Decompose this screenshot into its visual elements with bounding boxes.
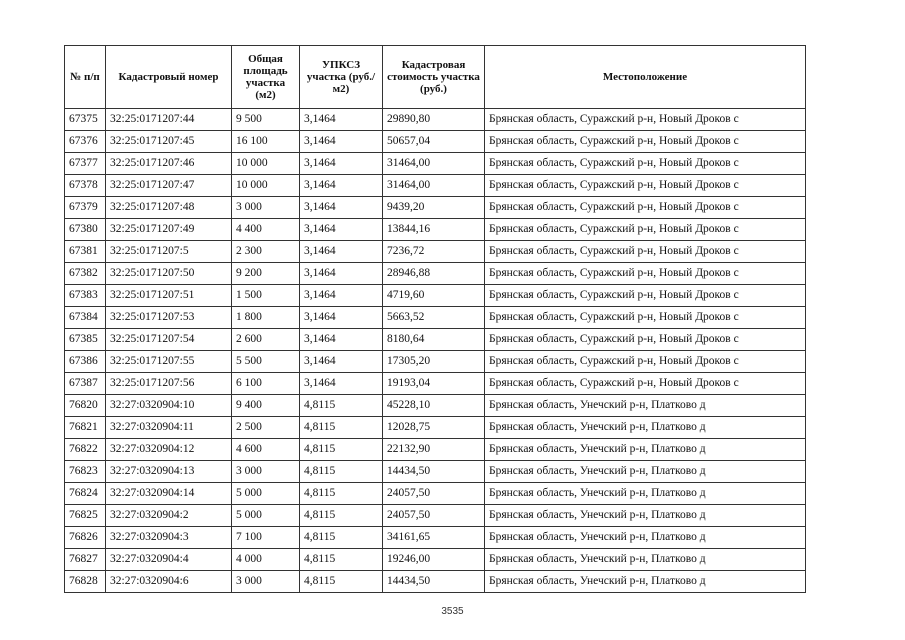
cell-upksz: 4,8115	[300, 417, 383, 439]
cell-cadastral-value: 12028,75	[383, 417, 485, 439]
cell-area: 2 500	[232, 417, 300, 439]
cell-area: 10 000	[232, 153, 300, 175]
cell-location: Брянская область, Суражский р-н, Новый Дроков с	[485, 131, 806, 153]
cell-cadastral-value: 5663,52	[383, 307, 485, 329]
table-row	[65, 307, 806, 329]
cell-cadastral-value: 13844,16	[383, 219, 485, 241]
cell-cadastral-value: 31464,00	[383, 153, 485, 175]
table-row	[65, 219, 806, 241]
header-area: Общая площадь участка (м2)	[232, 46, 300, 109]
cell-row-number: 67379	[65, 197, 106, 219]
cell-location: Брянская область, Суражский р-н, Новый Дроков с	[485, 329, 806, 351]
cell-row-number: 67384	[65, 307, 106, 329]
cell-cadastral-value: 50657,04	[383, 131, 485, 153]
cell-area: 4 000	[232, 549, 300, 571]
cell-location: Брянская область, Суражский р-н, Новый Дроков с	[485, 351, 806, 373]
table-header-row	[65, 46, 806, 109]
cell-row-number: 67382	[65, 263, 106, 285]
cell-upksz: 4,8115	[300, 571, 383, 593]
cell-location: Брянская область, Суражский р-н, Новый Дроков с	[485, 373, 806, 395]
cell-row-number: 67385	[65, 329, 106, 351]
cell-upksz: 3,1464	[300, 351, 383, 373]
cell-area: 3 000	[232, 461, 300, 483]
cell-area: 9 400	[232, 395, 300, 417]
cell-cadastral-number: 32:25:0171207:48	[106, 197, 232, 219]
table-body	[65, 109, 806, 593]
table-row	[65, 549, 806, 571]
cell-cadastral-value: 45228,10	[383, 395, 485, 417]
cell-location: Брянская область, Суражский р-н, Новый Дроков с	[485, 241, 806, 263]
cell-area: 5 500	[232, 351, 300, 373]
cell-row-number: 67376	[65, 131, 106, 153]
cell-cadastral-value: 24057,50	[383, 505, 485, 527]
cell-upksz: 4,8115	[300, 461, 383, 483]
cell-area: 4 400	[232, 219, 300, 241]
cell-area: 6 100	[232, 373, 300, 395]
cell-row-number: 67381	[65, 241, 106, 263]
cell-upksz: 4,8115	[300, 439, 383, 461]
header-number: № п/п	[65, 46, 106, 109]
cell-row-number: 76821	[65, 417, 106, 439]
table-row	[65, 417, 806, 439]
cell-location: Брянская область, Суражский р-н, Новый Дроков с	[485, 307, 806, 329]
cell-location: Брянская область, Суражский р-н, Новый Дроков с	[485, 109, 806, 131]
cell-upksz: 4,8115	[300, 483, 383, 505]
cell-cadastral-number: 32:25:0171207:44	[106, 109, 232, 131]
cell-cadastral-number: 32:27:0320904:2	[106, 505, 232, 527]
cell-cadastral-number: 32:25:0171207:51	[106, 285, 232, 307]
cell-upksz: 3,1464	[300, 109, 383, 131]
cell-upksz: 3,1464	[300, 307, 383, 329]
header-cadastral-value: Кадастровая стоимость участка (руб.)	[383, 46, 485, 109]
cell-location: Брянская область, Унечский р-н, Платково д	[485, 549, 806, 571]
table-row	[65, 351, 806, 373]
table-row	[65, 263, 806, 285]
cell-row-number: 76820	[65, 395, 106, 417]
cell-location: Брянская область, Суражский р-н, Новый Дроков с	[485, 285, 806, 307]
header-location: Местоположение	[485, 46, 806, 109]
cell-area: 9 200	[232, 263, 300, 285]
table-row	[65, 505, 806, 527]
cell-cadastral-number: 32:27:0320904:3	[106, 527, 232, 549]
table-row	[65, 483, 806, 505]
cell-cadastral-value: 19193,04	[383, 373, 485, 395]
cell-area: 1 500	[232, 285, 300, 307]
cell-cadastral-number: 32:27:0320904:12	[106, 439, 232, 461]
cell-cadastral-value: 7236,72	[383, 241, 485, 263]
cell-row-number: 76822	[65, 439, 106, 461]
cell-upksz: 3,1464	[300, 263, 383, 285]
cell-cadastral-value: 31464,00	[383, 175, 485, 197]
cell-area: 2 600	[232, 329, 300, 351]
table-row	[65, 439, 806, 461]
page-number: 3535	[441, 606, 464, 617]
table-row	[65, 373, 806, 395]
cell-cadastral-number: 32:25:0171207:47	[106, 175, 232, 197]
cell-upksz: 3,1464	[300, 197, 383, 219]
cell-cadastral-value: 8180,64	[383, 329, 485, 351]
cell-cadastral-number: 32:25:0171207:50	[106, 263, 232, 285]
cell-cadastral-number: 32:27:0320904:13	[106, 461, 232, 483]
cell-cadastral-number: 32:27:0320904:11	[106, 417, 232, 439]
cell-cadastral-value: 28946,88	[383, 263, 485, 285]
table-row	[65, 131, 806, 153]
cell-cadastral-value: 34161,65	[383, 527, 485, 549]
table-row	[65, 571, 806, 593]
cell-row-number: 67383	[65, 285, 106, 307]
cell-upksz: 3,1464	[300, 153, 383, 175]
cell-upksz: 3,1464	[300, 241, 383, 263]
table-row	[65, 285, 806, 307]
cadastral-table	[64, 45, 806, 593]
cell-location: Брянская область, Суражский р-н, Новый Дроков с	[485, 263, 806, 285]
cell-area: 9 500	[232, 109, 300, 131]
cell-row-number: 76824	[65, 483, 106, 505]
cell-location: Брянская область, Суражский р-н, Новый Дроков с	[485, 197, 806, 219]
cell-upksz: 3,1464	[300, 131, 383, 153]
cell-area: 10 000	[232, 175, 300, 197]
table-row	[65, 461, 806, 483]
cell-upksz: 3,1464	[300, 329, 383, 351]
cell-cadastral-value: 29890,80	[383, 109, 485, 131]
cell-row-number: 76825	[65, 505, 106, 527]
cell-cadastral-value: 14434,50	[383, 571, 485, 593]
cell-upksz: 3,1464	[300, 285, 383, 307]
cell-cadastral-number: 32:27:0320904:4	[106, 549, 232, 571]
cell-row-number: 67375	[65, 109, 106, 131]
cell-upksz: 4,8115	[300, 549, 383, 571]
cell-row-number: 76827	[65, 549, 106, 571]
cell-location: Брянская область, Унечский р-н, Платково д	[485, 417, 806, 439]
table-row	[65, 527, 806, 549]
cell-area: 4 600	[232, 439, 300, 461]
cell-cadastral-number: 32:27:0320904:6	[106, 571, 232, 593]
cell-area: 7 100	[232, 527, 300, 549]
table-row	[65, 395, 806, 417]
cell-area: 3 000	[232, 571, 300, 593]
cell-location: Брянская область, Суражский р-н, Новый Дроков с	[485, 175, 806, 197]
cell-row-number: 76823	[65, 461, 106, 483]
cell-location: Брянская область, Унечский р-н, Платково д	[485, 483, 806, 505]
cell-area: 2 300	[232, 241, 300, 263]
cell-area: 1 800	[232, 307, 300, 329]
cell-location: Брянская область, Унечский р-н, Платково д	[485, 571, 806, 593]
cell-upksz: 3,1464	[300, 219, 383, 241]
cell-cadastral-value: 24057,50	[383, 483, 485, 505]
cell-cadastral-number: 32:25:0171207:5	[106, 241, 232, 263]
cell-location: Брянская область, Унечский р-н, Платково д	[485, 505, 806, 527]
table-row	[65, 175, 806, 197]
cell-cadastral-number: 32:25:0171207:46	[106, 153, 232, 175]
cell-cadastral-number: 32:25:0171207:49	[106, 219, 232, 241]
cell-area: 5 000	[232, 483, 300, 505]
cell-cadastral-value: 9439,20	[383, 197, 485, 219]
cell-row-number: 67380	[65, 219, 106, 241]
cell-row-number: 76826	[65, 527, 106, 549]
cell-row-number: 67386	[65, 351, 106, 373]
cell-cadastral-value: 22132,90	[383, 439, 485, 461]
cell-location: Брянская область, Суражский р-н, Новый Дроков с	[485, 219, 806, 241]
cell-location: Брянская область, Суражский р-н, Новый Дроков с	[485, 153, 806, 175]
cell-row-number: 67377	[65, 153, 106, 175]
table-row	[65, 329, 806, 351]
cell-area: 16 100	[232, 131, 300, 153]
cell-location: Брянская область, Унечский р-н, Платково д	[485, 461, 806, 483]
cell-row-number: 67387	[65, 373, 106, 395]
cell-upksz: 4,8115	[300, 527, 383, 549]
cell-location: Брянская область, Унечский р-н, Платково д	[485, 527, 806, 549]
cell-cadastral-number: 32:25:0171207:53	[106, 307, 232, 329]
cell-cadastral-number: 32:25:0171207:56	[106, 373, 232, 395]
cell-location: Брянская область, Унечский р-н, Платково д	[485, 439, 806, 461]
cell-cadastral-number: 32:25:0171207:45	[106, 131, 232, 153]
cell-upksz: 4,8115	[300, 395, 383, 417]
table-row	[65, 109, 806, 131]
cell-cadastral-number: 32:27:0320904:10	[106, 395, 232, 417]
cell-cadastral-number: 32:25:0171207:54	[106, 329, 232, 351]
cell-cadastral-number: 32:25:0171207:55	[106, 351, 232, 373]
header-cadastral-number: Кадастровый номер	[106, 46, 232, 109]
cell-cadastral-value: 14434,50	[383, 461, 485, 483]
cell-cadastral-value: 4719,60	[383, 285, 485, 307]
cell-cadastral-number: 32:27:0320904:14	[106, 483, 232, 505]
header-upksz: УПКСЗ участка (руб./м2)	[300, 46, 383, 109]
cell-cadastral-value: 17305,20	[383, 351, 485, 373]
cell-cadastral-value: 19246,00	[383, 549, 485, 571]
table-row	[65, 241, 806, 263]
cell-upksz: 4,8115	[300, 505, 383, 527]
cell-area: 3 000	[232, 197, 300, 219]
cell-upksz: 3,1464	[300, 373, 383, 395]
table-row	[65, 153, 806, 175]
cell-row-number: 76828	[65, 571, 106, 593]
table-row	[65, 197, 806, 219]
cell-area: 5 000	[232, 505, 300, 527]
cell-upksz: 3,1464	[300, 175, 383, 197]
cell-location: Брянская область, Унечский р-н, Платково д	[485, 395, 806, 417]
cell-row-number: 67378	[65, 175, 106, 197]
